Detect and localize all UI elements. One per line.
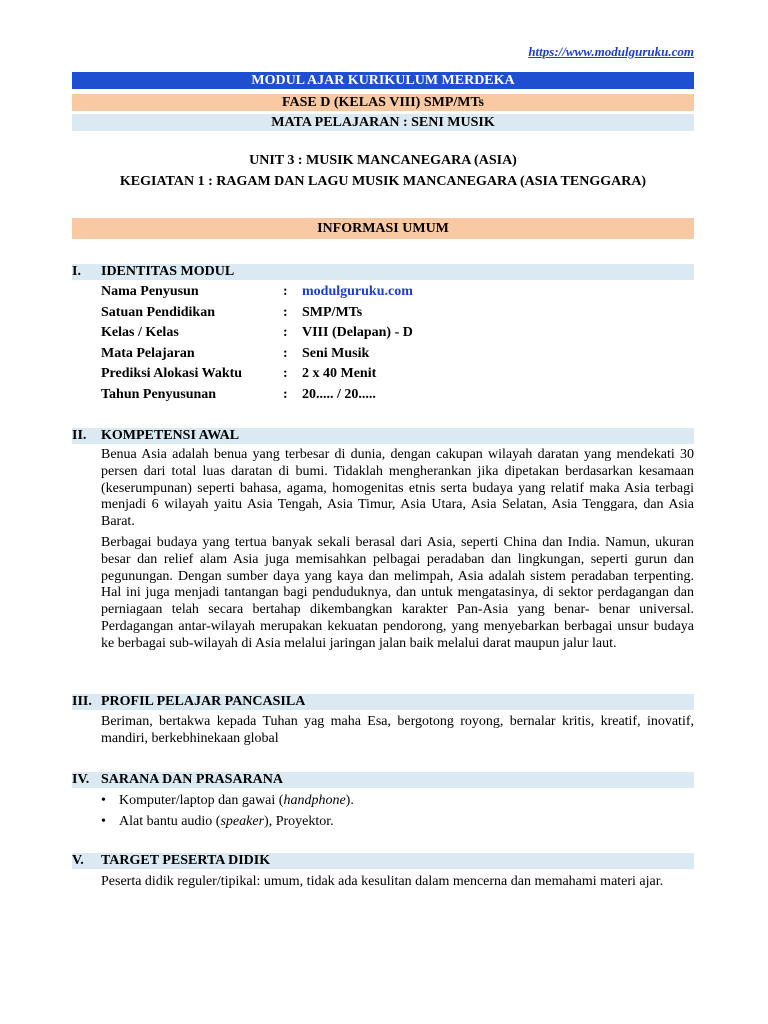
section-number: II.	[72, 428, 87, 443]
section-number: III.	[72, 694, 92, 709]
section-title: KOMPETENSI AWAL	[101, 428, 240, 443]
identity-key: Nama Penyusun	[101, 284, 199, 299]
section-number: V.	[72, 853, 84, 868]
module-title-band: MODUL AJAR KURIKULUM MERDEKA	[72, 72, 694, 89]
list-item-text: Komputer/laptop dan gawai (handphone).	[119, 793, 354, 808]
identity-value: Seni Musik	[302, 346, 370, 361]
profil-text: Beriman, bertakwa kepada Tuhan yag maha Esa, bergotong royong, bernalar kritis, kreatif, inovatif, mandiri, berkebhinekaan global	[101, 714, 694, 746]
kompetensi-paragraph-2: Berbagai budaya yang tertua banyak sekali berasal dari Asia, seperti China dan India. Namun, ukuran besar dan relief alam Asia juga memisahkan pelbagai peradaban dan lingkungan, seperti gurun dan pegunungan. Dengan sumber daya yang kaya dan melimpah, Asia adalah sistem peradaban terpenting. Hal ini juga menjadi tantangan bagi penduduknya, dan untuk mengatasinya, di sektor perdagangan dan perniagaan telah secara bertahap dikembangkan karakter Pan-Asia yang benar- benar universal. Perdagangan antar-wilayah merupakan kekuatan pendorong, yang menyebarkan berbagai unsur budaya ke berbagai sub-wilayah di Asia melalui jaringan jalan baik melalui darat maupun jalur laut.	[101, 535, 694, 651]
unit-title: UNIT 3 : MUSIK MANCANEGARA (ASIA)	[249, 153, 517, 168]
website-link[interactable]: https://www.modulguruku.com	[528, 44, 694, 59]
identity-value: VIII (Delapan) - D	[302, 325, 413, 340]
list-item-text: Alat bantu audio (speaker), Proyektor.	[119, 814, 334, 829]
kompetensi-paragraph-1: Benua Asia adalah benua yang terbesar di dunia, dengan cakupan wilayah daratan yang mendekati 30 persen dari total luas daratan di bumi. Tidaklah mengherankan jika dipetakan berdasarkan kesamaan (keserumpunan) seperti bahasa, agama, homogenitas etnis serta budaya yang relatif maka Asia terbagi menjadi 6 wilayah yaitu Asia Tengah, Asia Timur, Asia Utara, Asia Selatan, Asia Tenggara, dan Asia Barat.	[101, 447, 694, 530]
identity-value: SMP/MTs	[302, 305, 363, 320]
section-header-profil	[72, 694, 694, 710]
section-title: TARGET PESERTA DIDIK	[101, 853, 271, 868]
section-title: PROFIL PELAJAR PANCASILA	[101, 694, 306, 709]
identity-value: 20..... / 20.....	[302, 387, 376, 402]
identity-key: Tahun Penyusunan	[101, 387, 217, 402]
section-header-sarana	[72, 772, 694, 788]
section-header-target	[72, 853, 694, 869]
section-title: IDENTITAS MODUL	[101, 264, 235, 279]
section-number: I.	[72, 264, 81, 279]
author-link[interactable]: modulguruku.com	[302, 284, 413, 299]
section-number: IV.	[72, 772, 90, 787]
colon: :	[283, 387, 288, 402]
colon: :	[283, 366, 288, 381]
colon: :	[283, 346, 288, 361]
activity-title: KEGIATAN 1 : RAGAM DAN LAGU MUSIK MANCANEGARA (ASIA TENGGARA)	[119, 174, 647, 189]
colon: :	[283, 305, 288, 320]
subject-band: MATA PELAJARAN : SENI MUSIK	[72, 114, 694, 131]
identity-key: Prediksi Alokasi Waktu	[101, 366, 243, 381]
colon: :	[283, 325, 288, 340]
section-header-kompetensi	[72, 428, 694, 444]
target-text: Peserta didik reguler/tipikal: umum, tidak ada kesulitan dalam mencerna dan memahami materi ajar.	[101, 874, 664, 889]
identity-key: Satuan Pendidikan	[101, 305, 215, 320]
colon: :	[283, 284, 288, 299]
info-umum-band: INFORMASI UMUM	[72, 218, 694, 239]
section-title: SARANA DAN PRASARANA	[101, 772, 284, 787]
section-header-identitas	[72, 264, 694, 280]
identity-value: 2 x 40 Menit	[302, 366, 377, 381]
bullet-icon: •	[101, 814, 106, 829]
phase-band: FASE D (KELAS VIII) SMP/MTs	[72, 94, 694, 111]
bullet-icon: •	[101, 793, 106, 808]
identity-key: Mata Pelajaran	[101, 346, 195, 361]
identity-key: Kelas / Kelas	[101, 325, 179, 340]
